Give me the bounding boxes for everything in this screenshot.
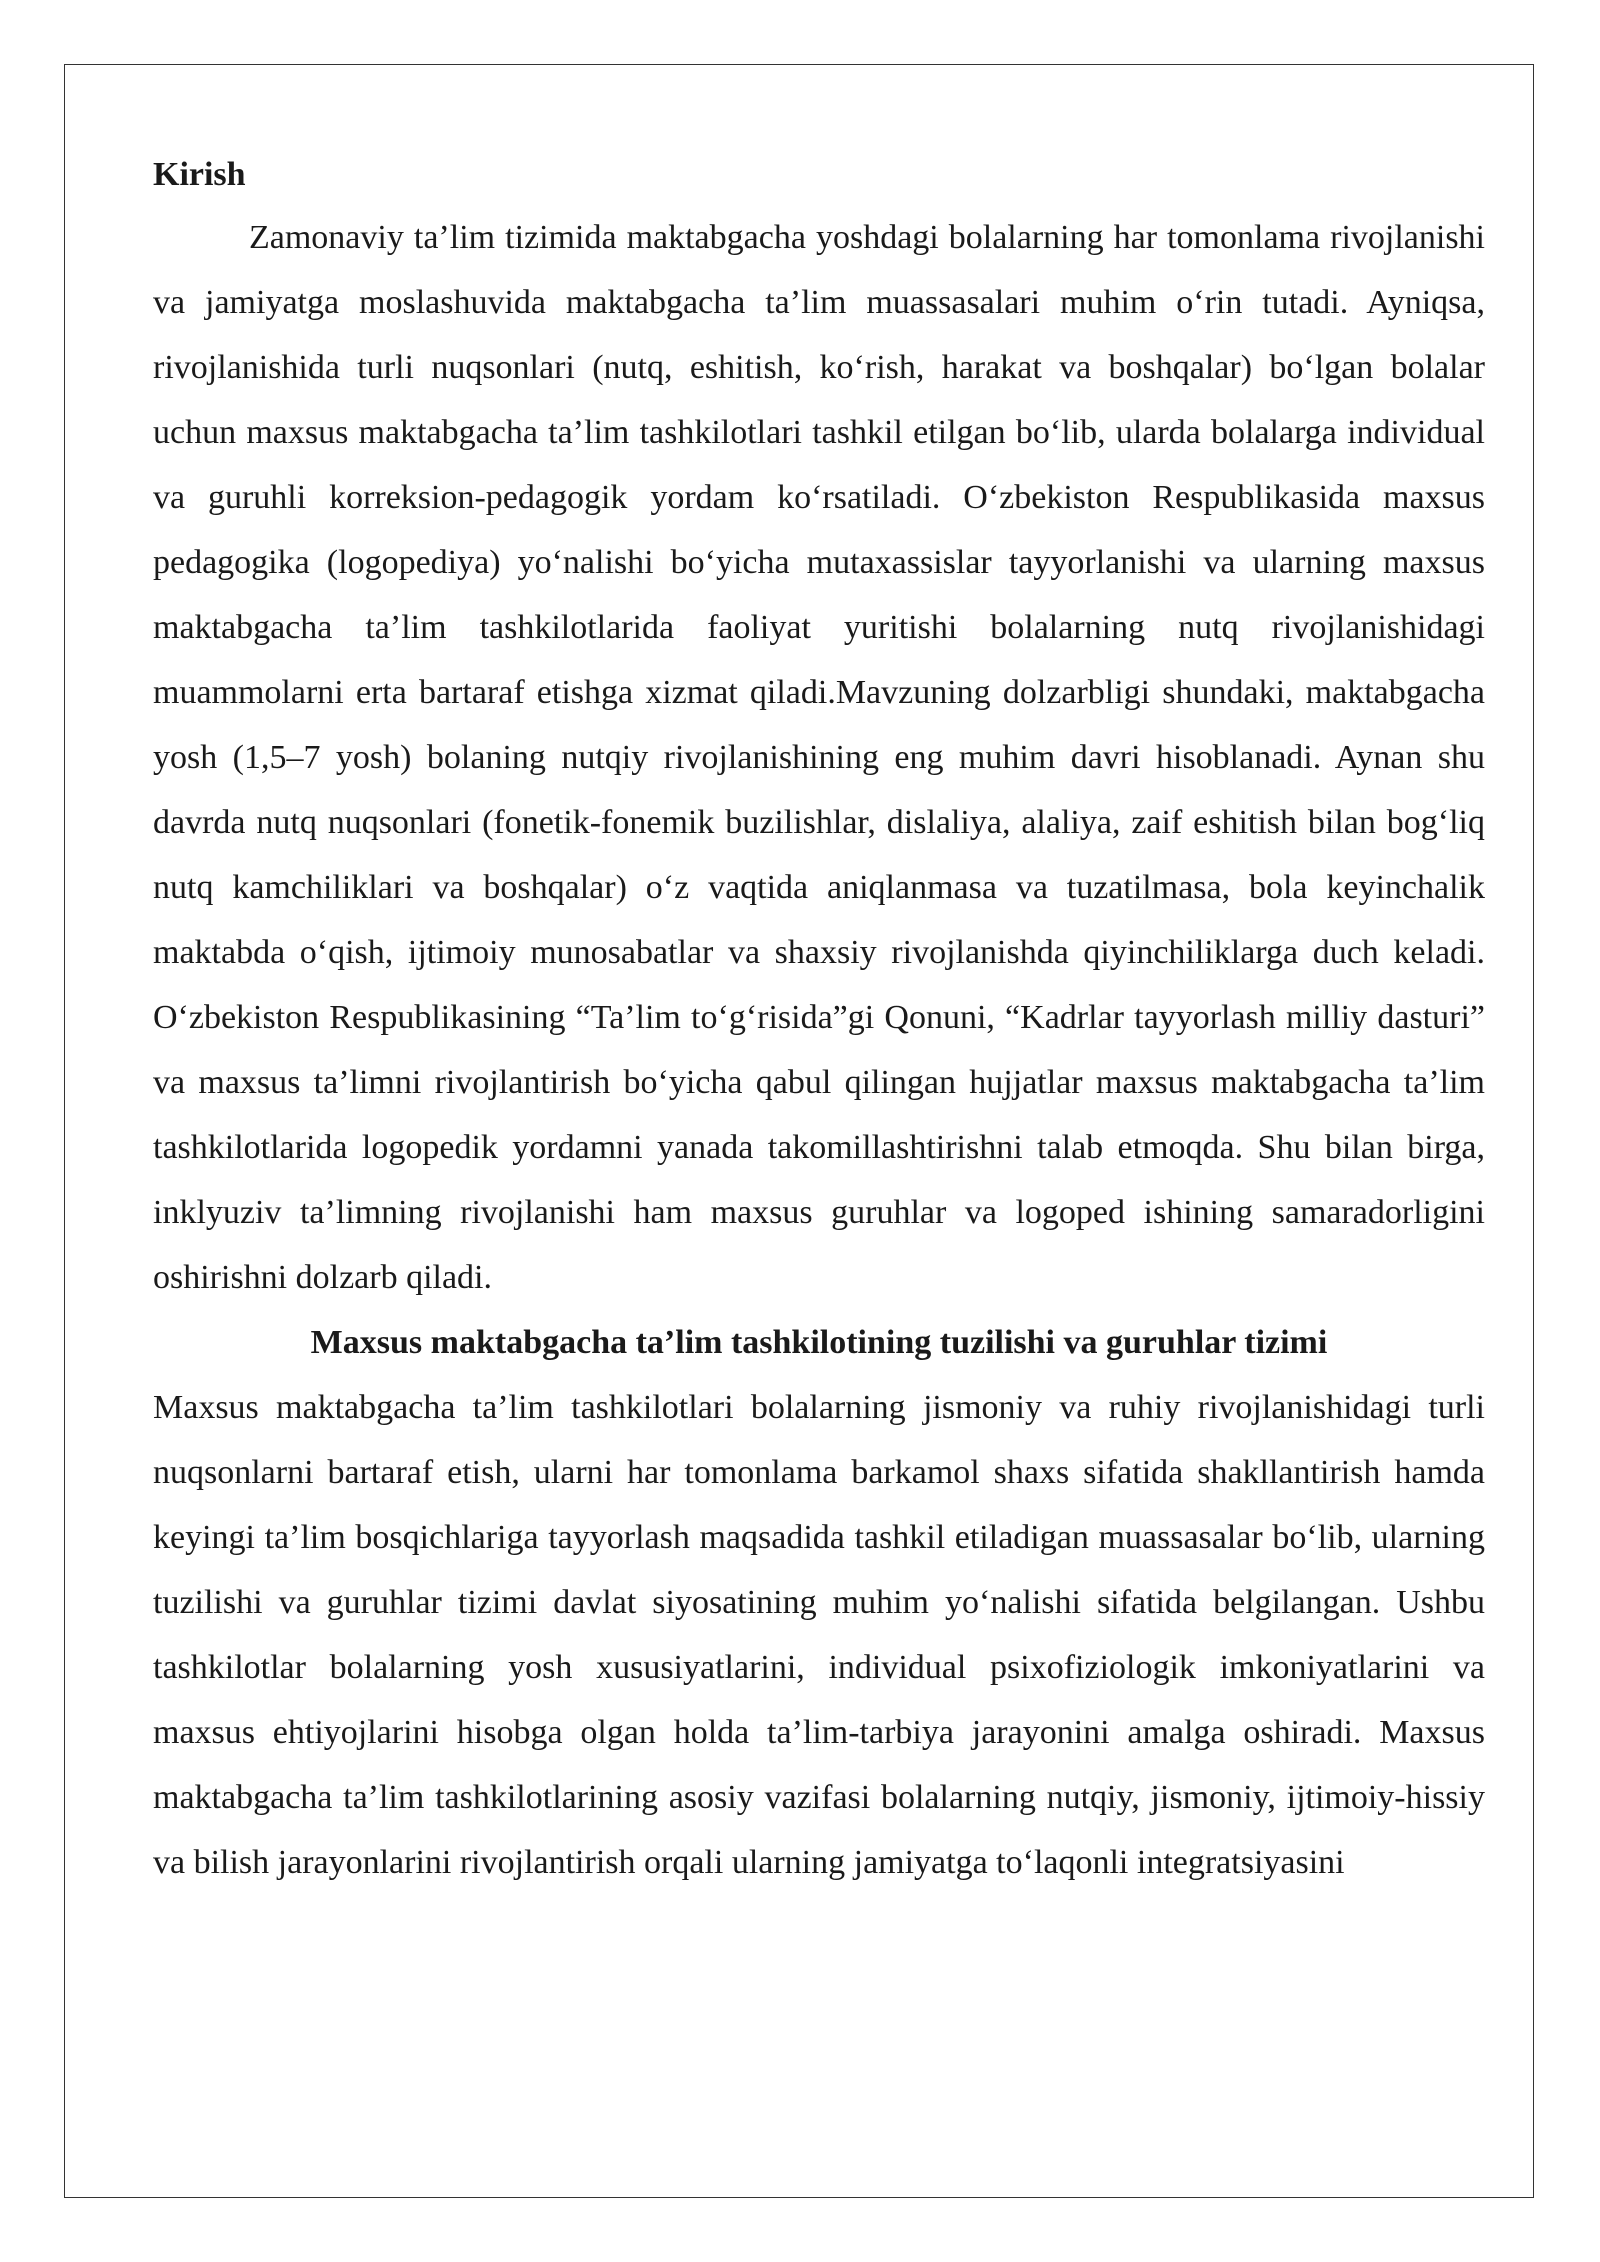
- intro-paragraph: Zamonaviy ta’lim tizimida maktabgacha yoshdagi bolalarning har tomonlama rivojlanishi va jamiyatga moslashuvida maktabgacha ta’lim muassasalari muhim o‘rin tutadi. Ayniqsa, rivojlanishida turli nuqsonlari (nutq, eshitish, ko‘rish, harakat va boshqalar) bo‘lgan bolalar uchun maxsus maktabgacha ta’lim tashkilotlari tashkil etilgan bo‘lib, ularda bolalarga individual va guruhli korreksion-pedagogik yordam ko‘rsatiladi. O‘zbekiston Respublikasida maxsus pedagogika (logopediya) yo‘nalishi bo‘yicha mutaxassislar tayyorlanishi va ularning maxsus maktabgacha ta’lim tashkilotlarida faoliyat yuritishi bolalarning nutq rivojlanishidagi muammolarni erta bartaraf etishga xizmat qiladi.Mavzuning dolzarbligi shundaki, maktabgacha yosh (1,5–7 yosh) bolaning nutqiy rivojlanishining eng muhim davri hisoblanadi. Aynan shu davrda nutq nuqsonlari (fonetik-fonemik buzilishlar, dislaliya, alaliya, zaif eshitish bilan bog‘liq nutq kamchiliklari va boshqalar) o‘z vaqtida aniqlanmasa va tuzatilmasa, bola keyinchalik maktabda o‘qish, ijtimoiy munosabatlar va shaxsiy rivojlanishda qiyinchiliklarga duch keladi. O‘zbekiston Respublikasining “Ta’lim to‘g‘risida”gi Qonuni, “Kadrlar tayyorlash milliy dasturi” va maxsus ta’limni rivojlantirish bo‘yicha qabul qilingan hujjatlar maxsus maktabgacha ta’lim tashkilotlarida logopedik yordamni yanada takomillashtirishni talab etmoqda. Shu bilan birga, inklyuziv ta’limning rivojlanishi ham maxsus guruhlar va logoped ishining samaradorligini oshirishni dolzarb qiladi.: [153, 219, 1485, 1296]
- section-paragraph: Maxsus maktabgacha ta’lim tashkilotlari bolalarning jismoniy va ruhiy rivojlanishidagi turli nuqsonlarni bartaraf etish, ularni har tomonlama barkamol shaxs sifatida shakllantirish hamda keyingi ta’lim bosqichlariga tayyorlash maqsadida tashkil etiladigan muassasalar bo‘lib, ularning tuzilishi va guruhlar tizimi davlat siyosatining muhim yo‘nalishi sifatida belgilangan. Ushbu tashkilotlar bolalarning yosh xususiyatlarini, individual psixofiziologik imkoniyatlarini va maxsus ehtiyojlarini hisobga olgan holda ta’lim-tarbiya jarayonini amalga oshiradi. Maxsus maktabgacha ta’lim tashkilotlarining asosiy vazifasi bolalarning nutqiy, jismoniy, ijtimoiy-hissiy va bilish jarayonlarini rivojlantirish orqali ularning jamiyatga to‘laqonli integratsiyasini: [153, 1389, 1485, 1881]
- section-heading: Maxsus maktabgacha ta’lim tashkilotining tuzilishi va guruhlar tizimi: [310, 1324, 1328, 1361]
- document-body: [153, 145, 1485, 1895]
- page-title: Kirish: [153, 156, 246, 193]
